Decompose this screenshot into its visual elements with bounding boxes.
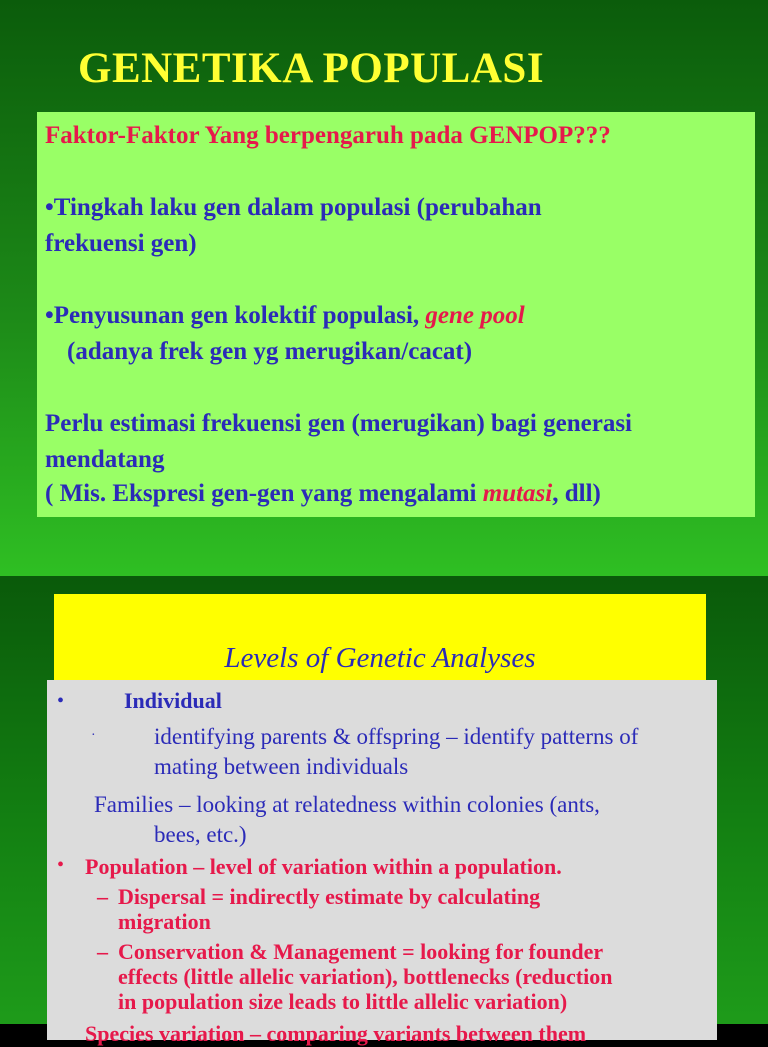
dash-icon: –	[97, 884, 108, 909]
individual-desc-2: mating between individuals	[154, 754, 409, 779]
families-desc-1: Families – looking at relatedness within colonies (ants,	[94, 792, 600, 817]
mutation-term: mutasi	[482, 480, 553, 507]
small-bullet-icon: ·	[91, 728, 96, 743]
dash-icon: –	[97, 939, 108, 964]
mutation-tail: , dll)	[552, 480, 601, 507]
bullet-icon: •	[57, 854, 65, 876]
bullet-gene-behavior: •Tingkah laku gen dalam populasi (perubahan	[45, 194, 542, 221]
title-box	[54, 594, 706, 680]
content-box	[37, 112, 755, 517]
dispersal-2: migration	[118, 909, 211, 934]
families-desc-2: bees, etc.)	[154, 822, 247, 847]
gene-pool-note: (adanya frek gen yg merugikan/cacat)	[67, 338, 473, 365]
slide-title: Levels of Genetic Analyses	[224, 642, 536, 674]
estimation-text: Perlu estimasi frekuensi gen (merugikan) bagi generasi	[45, 410, 632, 437]
mutation-example	[45, 480, 601, 508]
conservation-3: in population size leads to little allelic variation)	[118, 989, 568, 1014]
bullet-gene-behavior-cont: frekuensi gen)	[45, 230, 197, 257]
gene-pool-term: gene pool	[425, 302, 525, 329]
individual-desc-1: identifying parents & offspring – identify patterns of	[154, 724, 639, 749]
bullet-icon: •	[57, 690, 65, 712]
conservation-2: effects (little allelic variation), bottlenecks (reduction	[118, 964, 613, 989]
conservation-1: Conservation & Management = looking for founder	[118, 939, 604, 964]
mutation-text: ( Mis. Ekspresi gen-gen yang mengalami	[45, 480, 483, 507]
level-individual: Individual	[124, 688, 222, 713]
species-variation-cutoff: Species variation – comparing variants between them	[85, 1021, 587, 1046]
gene-pool-text: •Penyusunan gen kolektif populasi,	[45, 302, 426, 329]
dispersal-1: Dispersal = indirectly estimate by calculating	[118, 884, 541, 909]
content-box	[47, 680, 717, 1046]
bullet-gene-pool	[45, 302, 525, 330]
estimation-text-cont: mendatang	[45, 446, 165, 473]
slide-title: GENETIKA POPULASI	[78, 45, 545, 92]
factors-heading: Faktor-Faktor Yang berpengaruh pada GENPOP???	[45, 122, 611, 149]
slide-levels-of-genetic-analyses	[0, 576, 768, 1046]
level-population: Population – level of variation within a population.	[85, 854, 562, 879]
